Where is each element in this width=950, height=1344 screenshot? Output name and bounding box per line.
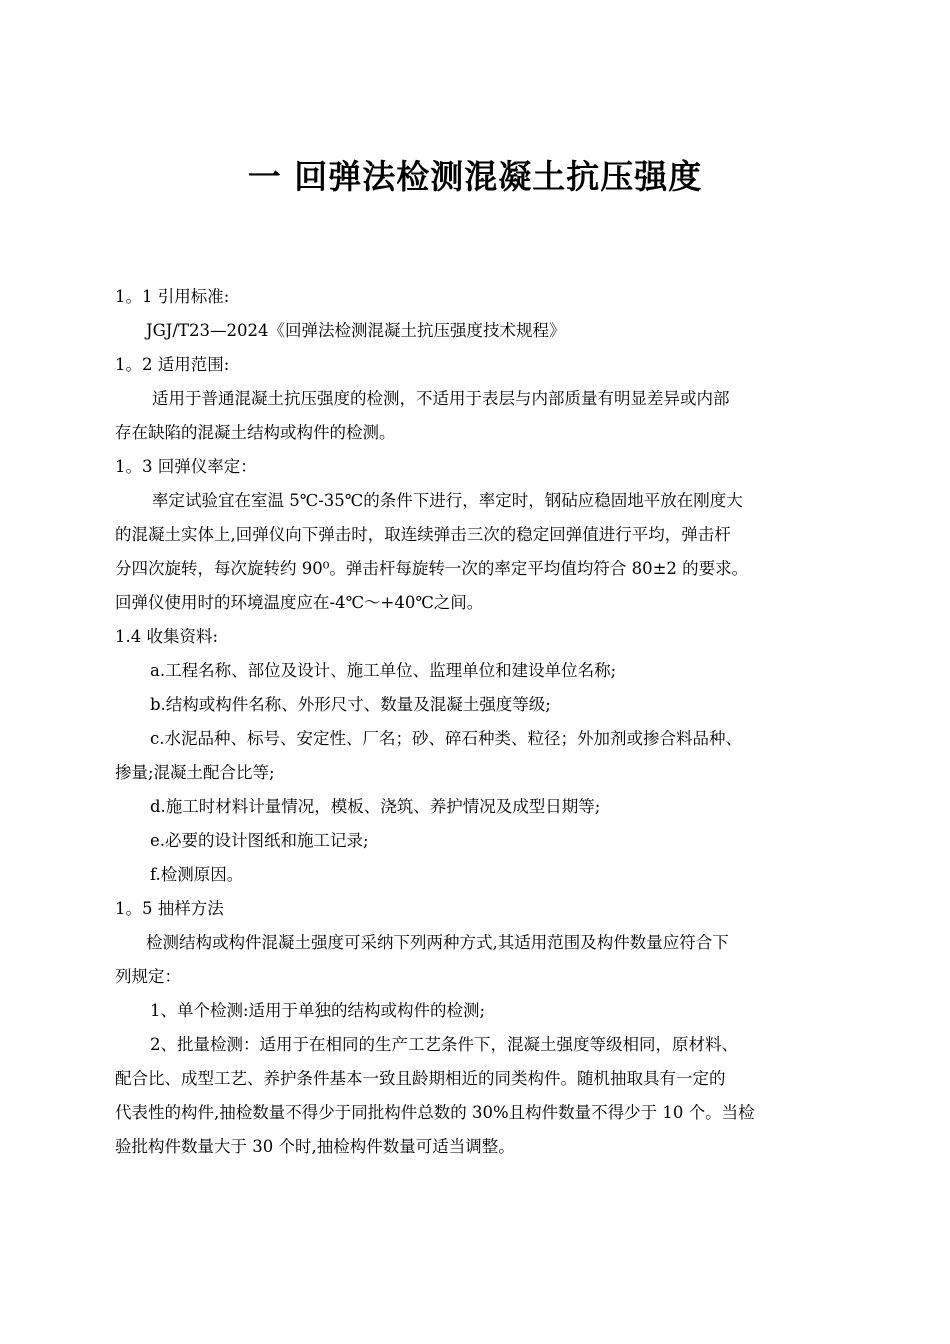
list-item: e.必要的设计图纸和施工记录; [150,831,369,850]
paragraph-line: 的混凝土实体上,回弹仪向下弹击时，取连续弹击三次的稳定回弹值进行平均，弹击杆 [115,525,731,544]
list-item: 1、单个检测:适用于单独的结构或构件的检测; [150,1001,486,1020]
paragraph-line: 适用于普通混凝土抗压强度的检测，不适用于表层与内部质量有明显差异或内部 [152,389,730,408]
section-heading: 1.4 收集资料: [115,627,219,646]
paragraph-line: 回弹仪使用时的环境温度应在-4℃～+40℃之间。 [115,593,484,612]
list-item: b.结构或构件名称、外形尺寸、数量及混凝土强度等级; [150,695,551,714]
paragraph-line: 验批构件数量大于 30 个时,抽检构件数量可适当调整。 [115,1137,515,1156]
document-body [115,280,855,1164]
section-heading: 1。5 抽样方法 [115,899,224,918]
paragraph-line: 率定试验宜在室温 5℃-35℃的条件下进行，率定时，钢砧应稳固地平放在刚度大 [152,491,743,510]
paragraph-line: 检测结构或构件混凝土强度可采纳下列两种方式,其适用范围及构件数量应符合下 [146,933,729,952]
section-heading: 1。1 引用标准: [115,287,230,306]
list-item: a.工程名称、部位及设计、施工单位、监理单位和建设单位名称; [150,661,617,680]
document-title: 一 回弹法检测混凝土抗压强度 [247,157,703,196]
list-item: d.施工时材料计量情况，模板、浇筑、养护情况及成型日期等; [150,797,601,816]
paragraph-line: JGJ/T23—2024《回弹法检测混凝土抗压强度技术规程》 [146,321,566,340]
section-heading: 1。2 适用范围: [115,355,230,374]
paragraph-line: 代表性的构件,抽检数量不得少于同批构件总数的 30%且构件数量不得少于 10 个。当检 [115,1103,755,1122]
section-heading: 1。3 回弹仪率定： [115,457,257,476]
paragraph-line: 分四次旋转，每次旋转约 90⁰。弹击杆每旋转一次的率定平均值均符合 80±2 的要求。 [115,559,749,578]
list-item: c.水泥品种、标号、安定性、厂名；砂、碎石种类、粒径；外加剂或掺合料品种、 [150,729,742,748]
list-item: f.检测原因。 [150,865,244,884]
paragraph-line: 存在缺陷的混凝土结构或构件的检测。 [115,423,396,442]
paragraph-line: 列规定： [115,967,181,986]
paragraph-line: 掺量;混凝土配合比等; [115,763,275,782]
paragraph-line: 配合比、成型工艺、养护条件基本一致且龄期相近的同类构件。随机抽取具有一定的 [115,1069,726,1088]
list-item: 2、批量检测：适用于在相同的生产工艺条件下，混凝土强度等级相同，原材料、 [150,1035,738,1054]
